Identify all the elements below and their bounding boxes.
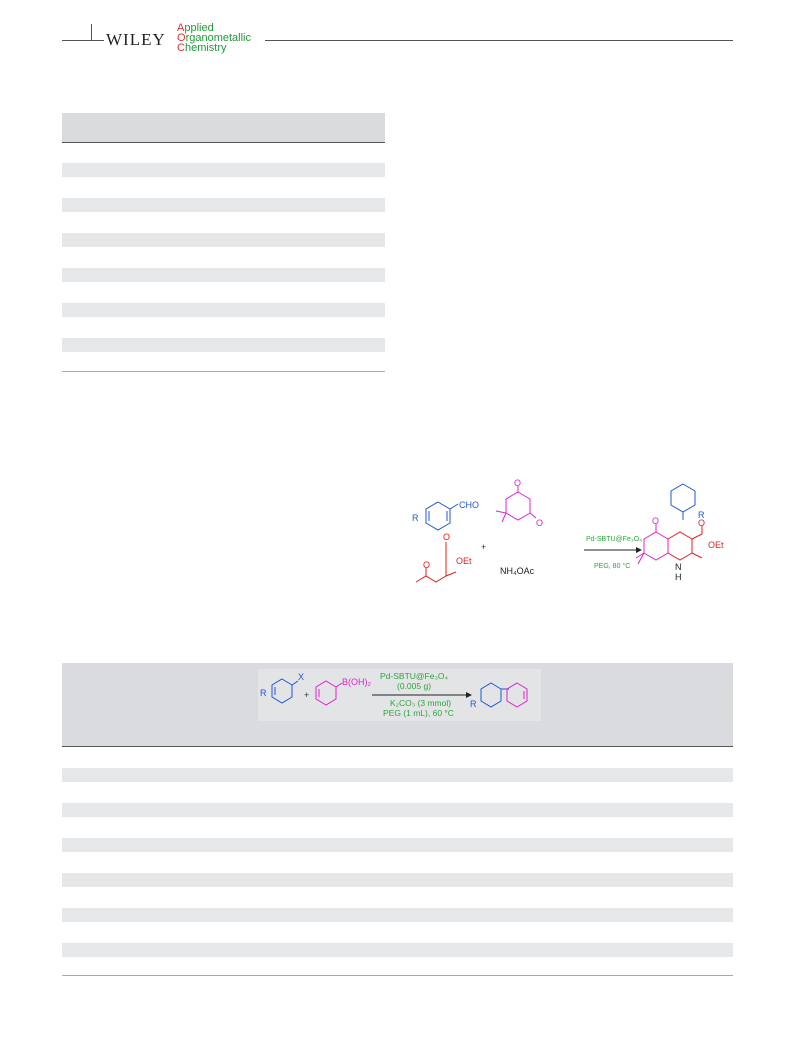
suzuki-arrow-head <box>466 692 472 698</box>
table1-bottom-rule <box>62 371 385 372</box>
boronic-acid: B(OH)₂ <box>342 677 371 687</box>
halide-x: X <box>298 672 305 682</box>
ammonium-acetate: NH₄OAc <box>500 566 535 576</box>
product-cyclohexenone <box>636 524 668 564</box>
table1-row <box>62 268 385 282</box>
boronic-ring <box>316 681 342 705</box>
plus-sign-2: + <box>304 690 310 700</box>
table1-row <box>62 303 385 317</box>
table2-row <box>62 803 733 817</box>
catalyst-label: Pd-SBTU@Fe₃O₄ <box>586 536 642 543</box>
halide-r: R <box>260 688 267 698</box>
table2-bottom-rule <box>62 975 733 976</box>
ketoester-oxo-1: O <box>443 532 451 542</box>
table1-row <box>62 233 385 247</box>
product-dihydropyridine <box>668 526 702 560</box>
product-n: N <box>675 562 682 572</box>
publisher-logo: WILEY <box>106 30 166 49</box>
product-oxo: O <box>652 516 660 526</box>
header-rule-left <box>62 40 104 41</box>
table1-row <box>62 163 385 177</box>
ketoester-oet: OEt <box>456 556 472 566</box>
product-h: H <box>675 572 682 582</box>
ketoester-oxo-2: O <box>423 560 431 570</box>
dimedone-oxo-1: O <box>514 478 522 488</box>
table2-row <box>62 908 733 922</box>
biaryl-product <box>481 683 527 707</box>
ketoester <box>416 542 456 582</box>
product-ester-oxo: O <box>698 518 706 528</box>
suzuki-scheme <box>258 669 541 721</box>
aldehyde-ring <box>426 502 458 530</box>
hantzsch-scheme <box>408 478 728 598</box>
arrow-head <box>636 547 642 553</box>
table2-row <box>62 873 733 887</box>
suzuki-catalyst-amount: (0.005 g) <box>397 681 432 691</box>
journal-line-1: Applied <box>177 22 214 34</box>
product-r: R <box>698 510 705 520</box>
table2-row <box>62 838 733 852</box>
product-aryl-ring <box>671 484 695 520</box>
suzuki-solvent: PEG (1 mL), 60 °C <box>383 708 454 718</box>
table2-row <box>62 768 733 782</box>
suzuki-catalyst: Pd-SBTU@Fe₃O₄ <box>380 671 448 681</box>
aldehyde-cho: CHO <box>459 500 479 510</box>
plus-sign: + <box>481 542 487 552</box>
aryl-halide-ring <box>272 679 298 703</box>
header-rule-right <box>265 40 733 41</box>
dimedone-oxo-2: O <box>536 518 544 528</box>
product2-r: R <box>470 699 477 709</box>
table1-row <box>62 198 385 212</box>
dimedone-ring <box>496 486 536 522</box>
journal-line-2: Organometallic <box>177 32 251 44</box>
aldehyde-r: R <box>412 513 419 523</box>
suzuki-base: K₂CO₃ (3 mmol) <box>390 698 452 708</box>
conditions-label: PEG, 80 °C <box>594 563 631 570</box>
product-oet: OEt <box>708 540 724 550</box>
journal-name <box>175 23 253 53</box>
header-tick <box>91 24 92 40</box>
table1-header <box>62 113 385 143</box>
journal-line-3: Chemistry <box>177 42 227 54</box>
table2-row <box>62 943 733 957</box>
table1-row <box>62 338 385 352</box>
